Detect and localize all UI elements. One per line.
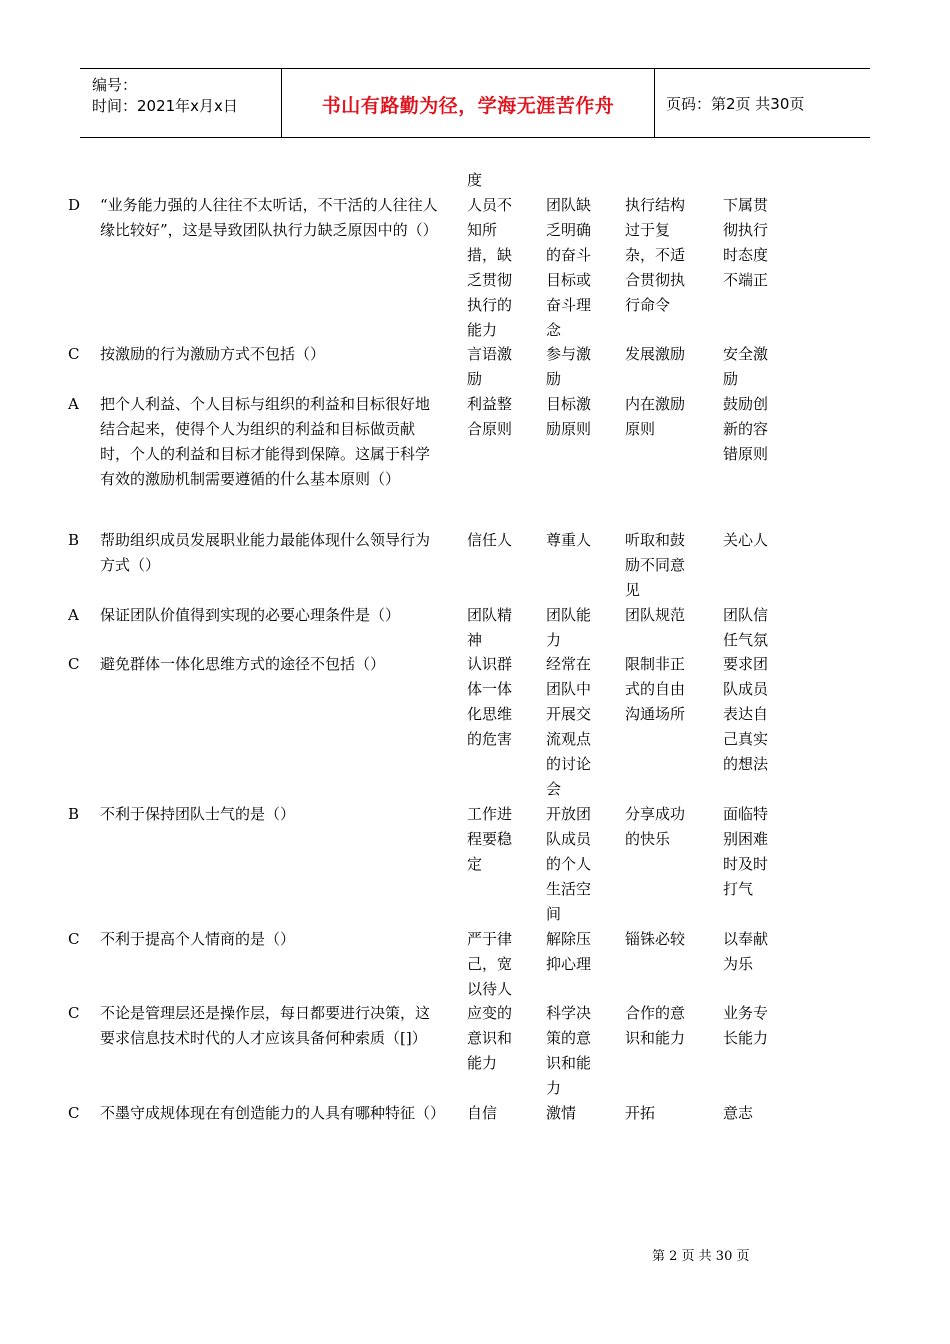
option-a: 自信: [467, 1104, 498, 1122]
answer-letter: A: [68, 395, 79, 413]
option-b: 尊重人: [546, 531, 592, 549]
option-a: 团队精神: [467, 606, 513, 649]
option-c: 锱铢必较: [625, 930, 686, 948]
option-d: 鼓励创新的容错原则: [723, 395, 769, 463]
option-b: 目标激励原则: [546, 395, 592, 438]
question-text: “业务能力强的人往往不太听话，不干活的人往往人缘比较好”，这是导致团队执行力缺乏原因中的（）: [100, 196, 438, 239]
option-b: 参与激励: [546, 345, 592, 388]
option-b: 解除压抑心理: [546, 930, 592, 973]
option-c: 分享成功的快乐: [625, 805, 686, 848]
question-text: 不利于保持团队士气的是（）: [100, 805, 296, 823]
option-a: 人员不知所措，缺乏贯彻执行的能力: [467, 196, 513, 339]
option-a: 严于律己，宽以待人: [467, 930, 513, 998]
option-a: 言语激励: [467, 345, 513, 388]
answer-letter: D: [68, 196, 81, 214]
option-a: 信任人: [467, 531, 513, 549]
question-text: 不论是管理层还是操作层，每日都要进行决策，这要求信息技术时代的人才应该具备何种索质（[]）: [100, 1004, 431, 1047]
option-c: 内在激励原则: [625, 395, 686, 438]
option-a: 利益整合原则: [467, 395, 513, 438]
answer-letter: A: [68, 606, 79, 624]
option-d: 下属贯彻执行时态度不端正: [723, 196, 769, 289]
option-a: 工作进程要稳定: [467, 805, 513, 873]
option-c: 团队规范: [625, 606, 686, 624]
option-d: 关心人: [723, 531, 769, 549]
option-d: 以奉献为乐: [723, 930, 769, 973]
page-footer: 第 2 页 共 30 页: [652, 1249, 750, 1264]
option-d: 意志: [723, 1104, 754, 1122]
answer-letter: C: [68, 655, 80, 673]
serial-label: 编号：: [92, 76, 138, 94]
question-text: 避免群体一体化思维方式的途径不包括（）: [100, 655, 386, 673]
answer-letter: B: [68, 531, 80, 549]
carry-over-text: 度: [467, 171, 483, 189]
option-c: 开拓: [625, 1104, 656, 1122]
option-d: 要求团队成员表达自己真实的想法: [723, 655, 769, 773]
answer-letter: B: [68, 805, 80, 823]
header-divider: [654, 69, 655, 137]
option-b: 科学决策的意识和能力: [546, 1004, 592, 1097]
answer-letter: C: [68, 930, 80, 948]
header-meta: [92, 75, 238, 117]
question-text: 帮助组织成员发展职业能力最能体现什么领导行为方式（）: [100, 531, 431, 574]
option-d: 业务专长能力: [723, 1004, 769, 1047]
question-text: 把个人利益、个人目标与组织的利益和目标很好地结合起来，使得个人为组织的利益和目标做贡献时，个人的利益和目标才能得到保障。这属于科学有效的激励机制需要遵循的什么基本原则（）: [100, 395, 431, 488]
question-text: 保证团队价值得到实现的必要心理条件是（）: [100, 606, 401, 624]
option-b: 团队能力: [546, 606, 592, 649]
option-d: 团队信任气氛: [723, 606, 769, 649]
question-text: 不利于提高个人情商的是（）: [100, 930, 296, 948]
question-text: 不墨守成规体现在有创造能力的人具有哪种特征（）: [100, 1104, 446, 1122]
option-d: 面临特别困难时及时打气: [723, 805, 769, 898]
date-label: 时间：2021年x月x日: [92, 97, 238, 115]
option-b: 经常在团队中开展交流观点的讨论会: [546, 655, 592, 798]
option-c: 限制非正式的自由沟通场所: [625, 655, 686, 723]
option-b: 激情: [546, 1104, 577, 1122]
option-b: 团队缺乏明确的奋斗目标或奋斗理念: [546, 196, 592, 339]
option-c: 发展激励: [625, 345, 686, 363]
option-c: 执行结构过于复杂，不适合贯彻执行命令: [625, 196, 686, 314]
answer-letter: C: [68, 1004, 80, 1022]
option-b: 开放团队成员的个人生活空间: [546, 805, 592, 923]
header-motto: 书山有路勤为径，学海无涯苦作舟: [321, 95, 615, 117]
question-text: 按激励的行为激励方式不包括（）: [100, 345, 326, 363]
header-page-info: 页码：第2页 共30页: [666, 95, 805, 113]
option-c: 合作的意识和能力: [625, 1004, 686, 1047]
page-header: [80, 68, 870, 138]
option-c: 听取和鼓励不同意见: [625, 531, 686, 599]
option-d: 安全激励: [723, 345, 769, 388]
answer-letter: C: [68, 345, 80, 363]
option-a: 认识群体一体化思维的危害: [467, 655, 513, 748]
option-a: 应变的意识和能力: [467, 1004, 513, 1072]
answer-letter: C: [68, 1104, 80, 1122]
